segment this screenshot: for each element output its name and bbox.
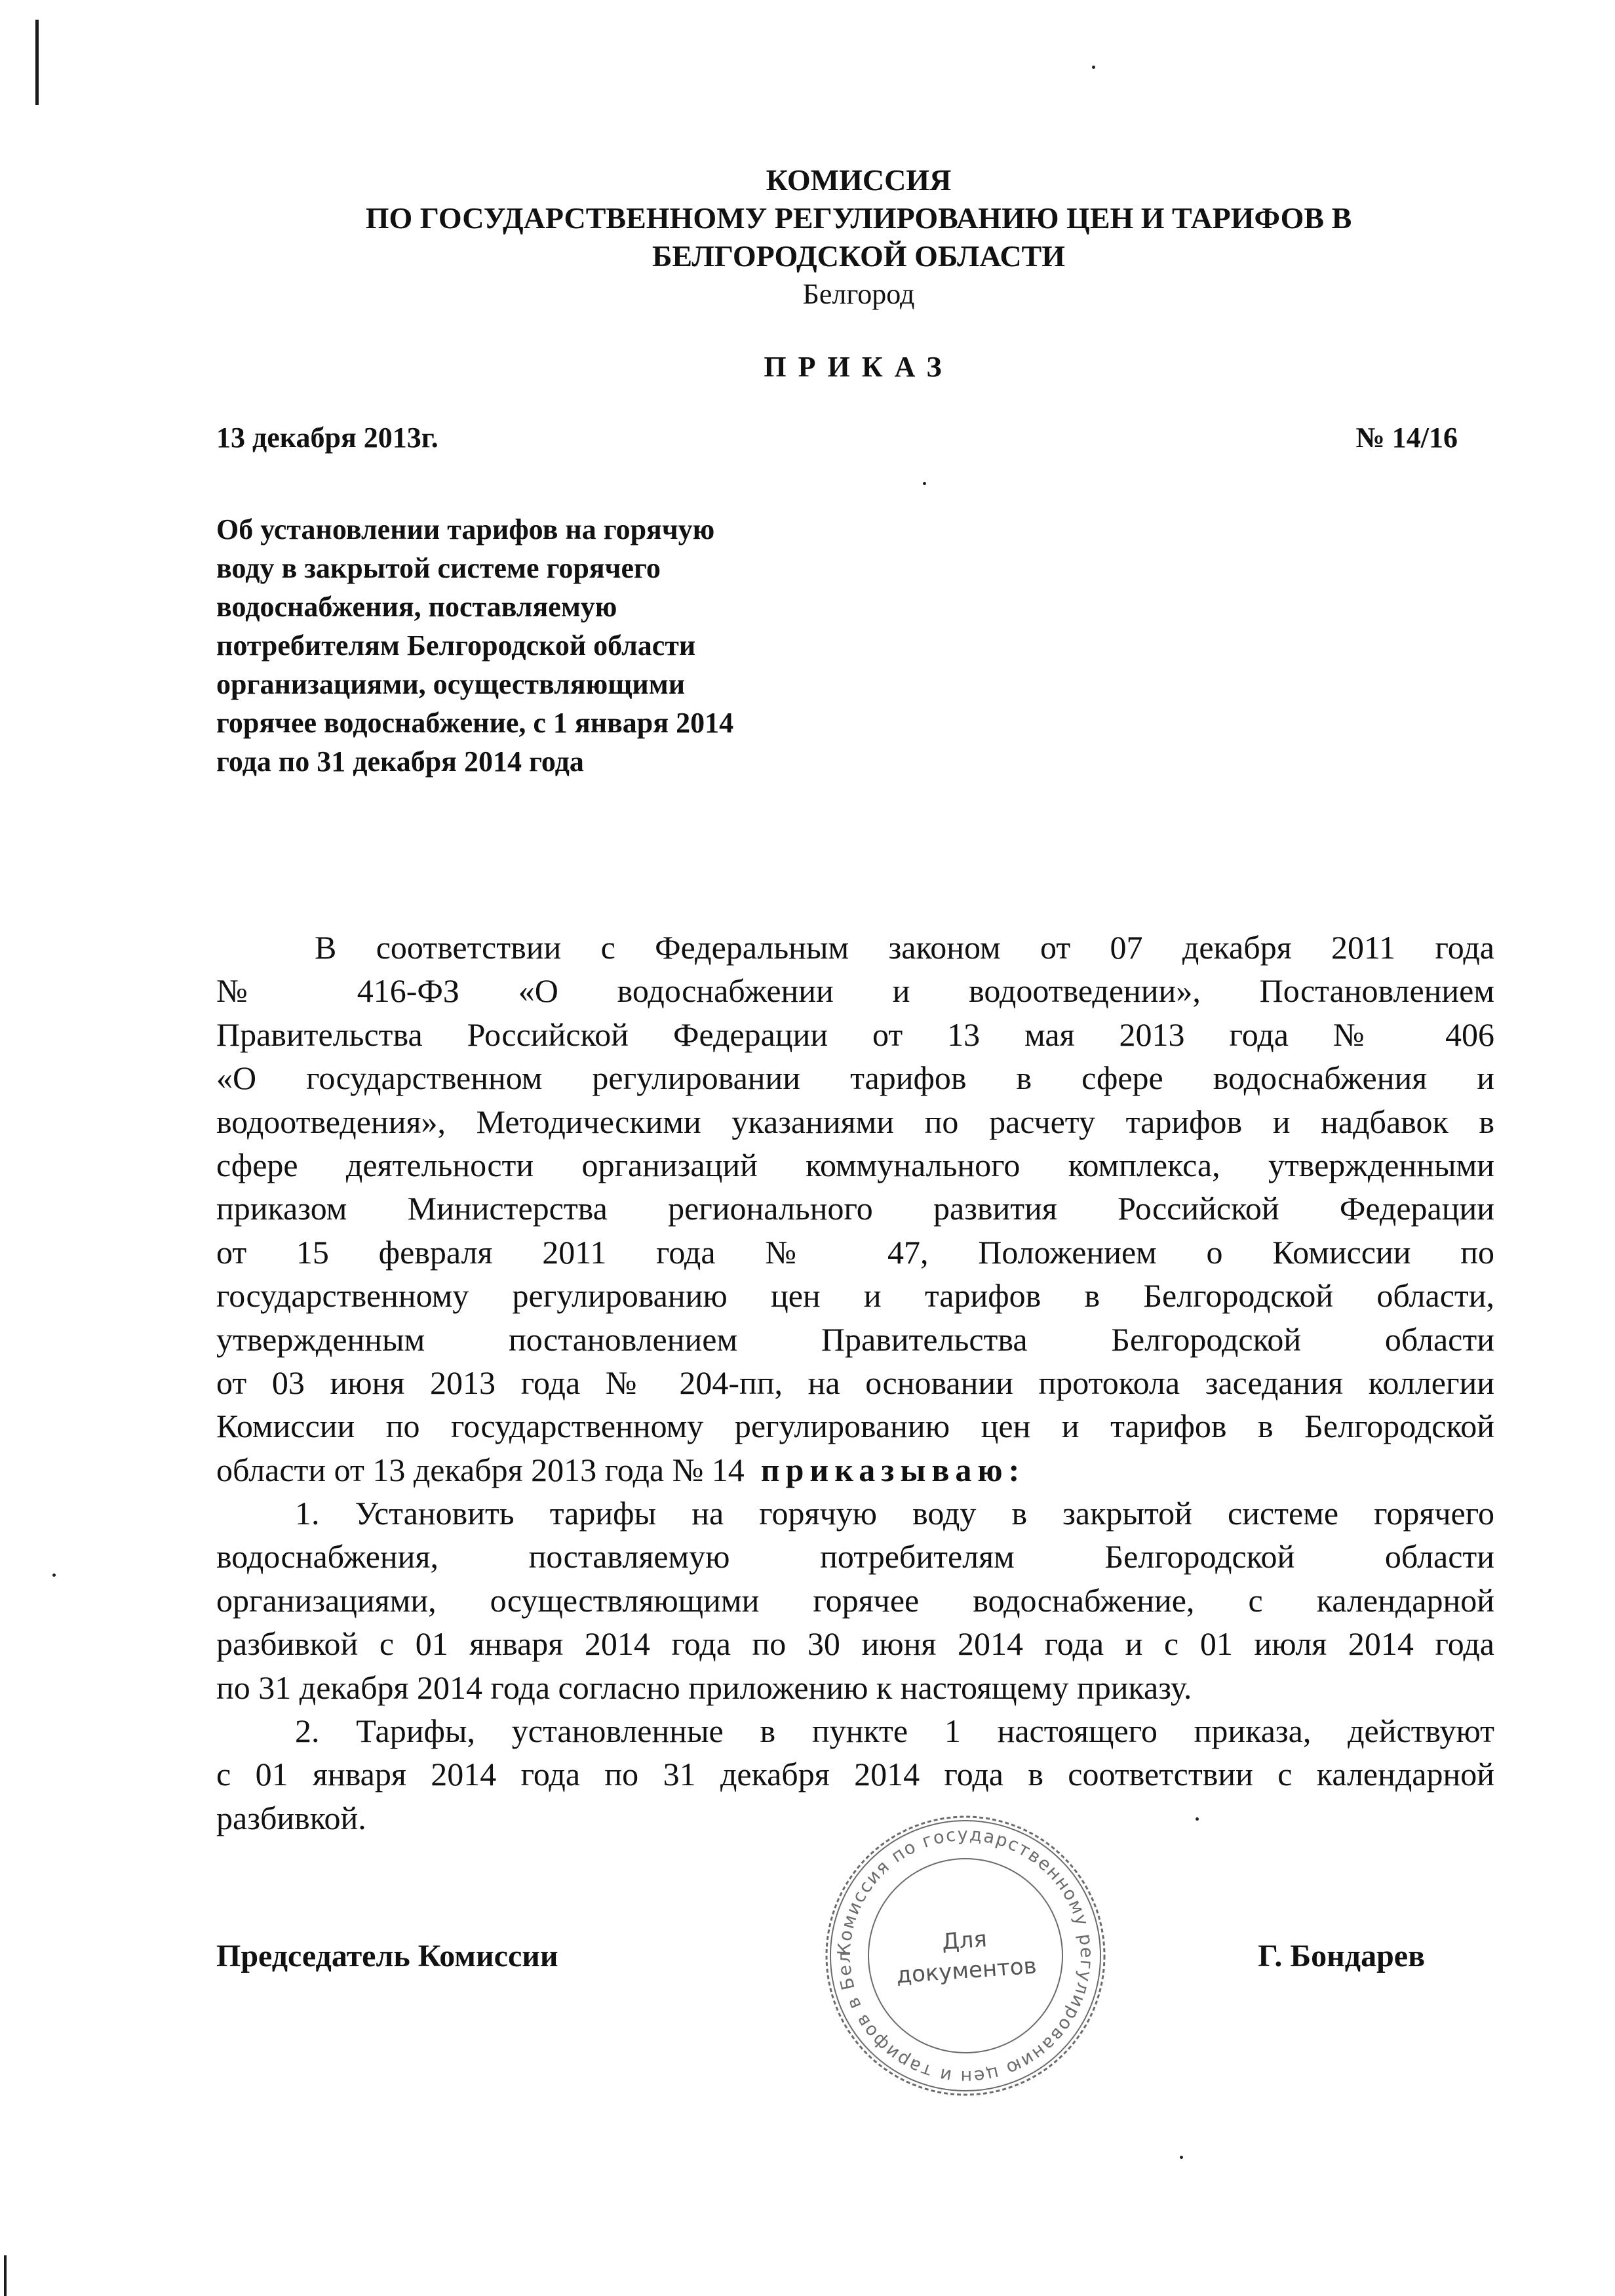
order-subject	[216, 510, 885, 781]
body-line: В соответствии с Федеральным законом от 07 декабря 2011 года	[315, 929, 1494, 966]
issuer-header	[216, 161, 1501, 313]
subject-line: Об установлении тарифов на горячую	[216, 513, 715, 545]
body-line: № 416-ФЗ «О водоснабжении и водоотведении», Постановлением	[216, 972, 1494, 1010]
body-line	[216, 1448, 1494, 1492]
scan-speck	[52, 1574, 56, 1577]
scan-speck	[1092, 66, 1095, 69]
body-line: «О государственном регулировании тарифов в сфере водоснабжения и	[216, 1059, 1494, 1097]
subject-line: водоснабжения, поставляемую	[216, 591, 617, 623]
body-line: утвержденным постановлением Правительства Белгородской области	[216, 1320, 1494, 1358]
signer-title: Председатель Комиссии	[216, 1939, 558, 1973]
seal-ring-textpath: Комиссия по государственному регулированию цен и тарифов в Бел	[834, 1824, 1097, 2088]
scan-artifact-mark	[4, 2255, 7, 2296]
item-line: организациями, осуществляющими горячее водоснабжение, с календарной	[216, 1581, 1494, 1619]
document-type-title: ПРИКАЗ	[764, 351, 954, 383]
item-line: разбивкой с 01 января 2014 года по 30 июня 2014 года и с 01 июля 2014 года	[216, 1625, 1494, 1663]
subject-line: организациями, осуществляющими	[216, 668, 686, 700]
seal-center-line: Для	[941, 1926, 988, 1956]
body-line: Правительства Российской Федерации от 13 мая 2013 года № 406	[216, 1016, 1494, 1053]
body-line: государственному регулированию цен и тарифов в Белгородской области,	[216, 1277, 1494, 1315]
preamble-closing: области от 13 декабря 2013 года № 14	[216, 1451, 745, 1488]
subject-line: горячее водоснабжение, с 1 января 2014	[216, 707, 734, 739]
header-city: Белгород	[802, 278, 915, 310]
seal-center-line: документов	[895, 1952, 1038, 1989]
item-line: 2. Тарифы, установленные в пункте 1 настоящего приказа, действуют	[295, 1712, 1494, 1750]
scan-speck	[923, 482, 926, 485]
item-line: с 01 января 2014 года по 31 декабря 2014 года в соответствии с календарной	[216, 1756, 1494, 1793]
subject-line: воду в закрытой системе горячего	[216, 552, 661, 584]
subject-line: потребителям Белгородской области	[216, 629, 696, 662]
scan-artifact-mark	[35, 20, 39, 105]
body-line: приказом Министерства регионального развития Российской Федерации	[216, 1190, 1494, 1227]
body-line: Комиссии по государственному регулированию цен и тарифов в Белгородской	[216, 1408, 1494, 1445]
body-line: от 03 июня 2013 года № 204-пп, на основании протокола заседания коллегии	[216, 1364, 1494, 1401]
order-date: 13 декабря 2013г.	[216, 422, 438, 454]
subject-line: года по 31 декабря 2014 года	[216, 745, 584, 778]
order-number: № 14/16	[1355, 422, 1458, 454]
body-line: от 15 февраля 2011 года № 47, Положением о Комиссии по	[216, 1233, 1494, 1271]
body-line: сфере деятельности организаций коммунального комплекса, утвержденными	[216, 1146, 1494, 1183]
scan-speck	[1180, 2156, 1183, 2159]
header-line: ПО ГОСУДАРСТВЕННОМУ РЕГУЛИРОВАНИЮ ЦЕН И ТАРИФОВ В	[365, 201, 1352, 235]
order-verb: приказываю:	[760, 1451, 1026, 1488]
order-body	[216, 926, 1494, 1840]
seal-center	[813, 1804, 1117, 2107]
header-line: БЕЛГОРОДСКОЙ ОБЛАСТИ	[652, 239, 1066, 273]
body-line: водоотведения», Методическими указаниями по расчету тарифов и надбавок в	[216, 1103, 1494, 1140]
official-seal	[823, 1813, 1108, 2098]
header-line: КОМИССИЯ	[766, 163, 952, 197]
item-line: разбивкой.	[216, 1799, 366, 1836]
item-line: водоснабжения, поставляемую потребителям Белгородской области	[216, 1538, 1494, 1575]
signer-name: Г. Бондарев	[1258, 1939, 1425, 1973]
item-line: по 31 декабря 2014 года согласно приложению к настоящему приказу.	[216, 1669, 1192, 1706]
item-line: 1. Установить тарифы на горячую воду в закрытой системе горячего	[295, 1495, 1494, 1532]
